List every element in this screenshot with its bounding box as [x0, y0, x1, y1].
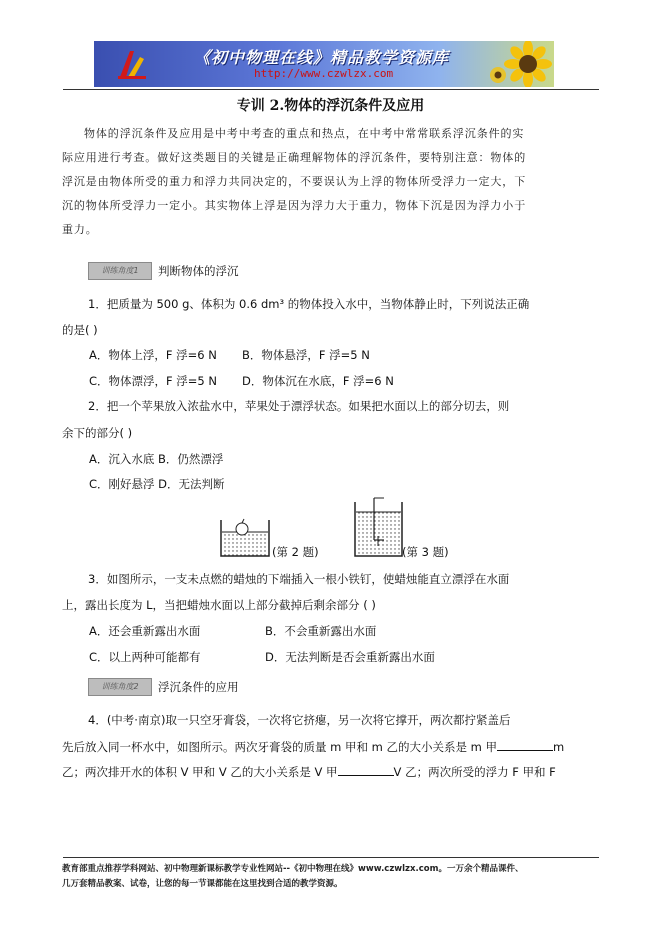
question-4-line — [62, 739, 564, 755]
option-b: B．物体悬浮，F 浮=5 N — [242, 348, 370, 362]
section-badge: 训练角度2 — [88, 678, 152, 696]
figure-3-caption: (第 3 题) — [402, 545, 449, 559]
intro-line: 物体的浮沉条件及应用是中考中考查的重点和热点，在中考中常常联系浮沉条件的实 — [84, 127, 525, 140]
banner-url: http://www.czwlzx.com — [254, 67, 394, 80]
option-row: C．刚好悬浮 D．无法判断 — [89, 477, 225, 491]
banner-title: 《初中物理在线》精品教学资源库 — [194, 48, 450, 67]
question-1-line: 1．把质量为 500 g、体积为 0.6 dm³ 的物体投入水中，当物体静止时，下列说法正确 — [88, 297, 530, 311]
figure-3-diagram — [354, 496, 404, 558]
header-banner — [94, 41, 554, 87]
intro-line: 重力。 — [62, 223, 98, 236]
section-header — [88, 678, 239, 696]
question-2-line: 2．把一个苹果放入浓盐水中，苹果处于漂浮状态。如果把水面以上的部分切去，则 — [88, 399, 510, 413]
footer-line: 教育部重点推荐学科网站、初中物理新课标教学专业性网站--《初中物理在线》www.czwlzx.com。一万余个精品课件、 — [62, 864, 524, 874]
section-badge: 训练角度1 — [88, 262, 152, 280]
question-4-text: V 乙；两次所受的浮力 F 甲和 F — [393, 765, 556, 779]
option-a: A．还会重新露出水面 — [89, 624, 201, 638]
footer-rule — [63, 857, 599, 858]
question-3-line: 3．如图所示，一支未点燃的蜡烛的下端插入一根小铁钉，使蜡烛能直立漂浮在水面 — [88, 572, 510, 586]
option-c: C．物体漂浮，F 浮=5 N — [89, 374, 218, 388]
question-4-text: m — [553, 740, 565, 754]
footer-line: 几万套精品教案、试卷，让您的每一节课都能在这里找到合适的教学资源。 — [62, 879, 343, 889]
intro-line: 沉的物体所受浮力一定小。其实物体上浮是因为浮力大于重力，物体下沉是因为浮力小于 — [62, 199, 527, 212]
option-row: A．沉入水底 B．仍然漂浮 — [89, 452, 224, 466]
question-4-line — [62, 764, 556, 780]
site-logo-icon — [116, 47, 148, 81]
option-b: B．不会重新露出水面 — [265, 624, 377, 638]
intro-paragraph — [62, 122, 602, 242]
page-footer — [62, 862, 602, 892]
sunflower-icon — [488, 41, 552, 87]
answer-blank[interactable] — [338, 765, 394, 776]
question-4-line: 4．(中考·南京)取一只空牙膏袋，一次将它挤瘪，另一次将它撑开，两次都拧紧盖后 — [88, 713, 511, 727]
header-rule — [63, 89, 599, 90]
figure-2-diagram — [220, 518, 272, 558]
question-4-text: 乙；两次排开水的体积 V 甲和 V 乙的大小关系是 V 甲 — [62, 765, 338, 779]
figure-2-caption: (第 2 题) — [272, 545, 319, 559]
page-title: 专训 2.物体的浮沉条件及应用 — [236, 98, 425, 114]
section-header — [88, 262, 239, 280]
question-1-line: 的是( ) — [62, 323, 98, 337]
question-3-line: 上，露出长度为 L，当把蜡烛水面以上部分截掉后剩余部分 ( ) — [62, 598, 376, 612]
intro-line: 浮沉是由物体所受的重力和浮力共同决定的，不要误认为上浮的物体所受浮力一定大，下 — [62, 175, 527, 188]
option-a: A．物体上浮，F 浮=6 N — [89, 348, 217, 362]
section-label: 判断物体的浮沉 — [158, 264, 239, 278]
option-c: C．以上两种可能都有 — [89, 650, 201, 664]
question-2-line: 余下的部分( ) — [62, 426, 133, 440]
intro-line: 际应用进行考查。做好这类题目的关键是正确理解物体的浮沉条件，要特别注意：物体的 — [62, 151, 527, 164]
option-d: D．无法判断是否会重新露出水面 — [265, 650, 435, 664]
answer-blank[interactable] — [497, 740, 553, 751]
option-d: D．物体沉在水底，F 浮=6 N — [242, 374, 394, 388]
section-label: 浮沉条件的应用 — [158, 680, 239, 694]
question-4-text: 先后放入同一杯水中，如图所示。两次牙膏袋的质量 m 甲和 m 乙的大小关系是 m 甲 — [62, 740, 498, 754]
